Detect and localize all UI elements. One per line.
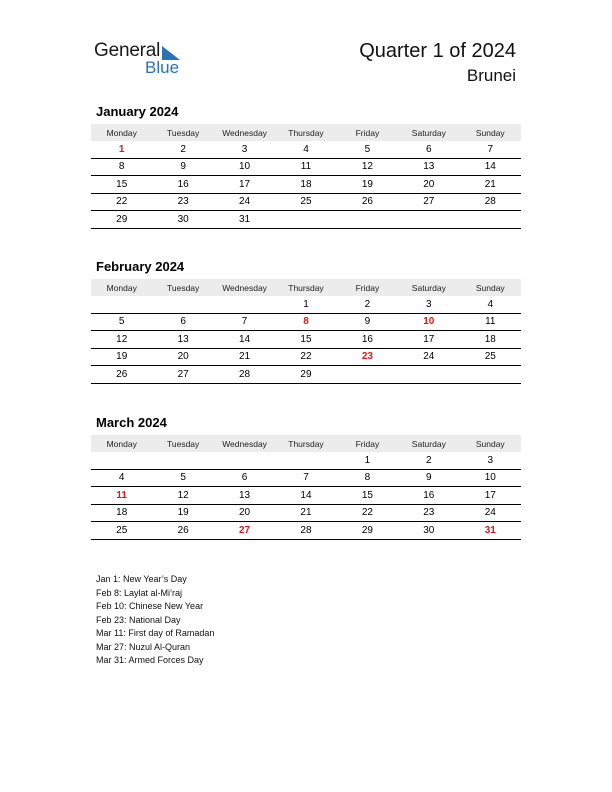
holiday-list-item: Feb 23: National Day: [96, 614, 181, 625]
day-cell: 31: [214, 211, 275, 229]
calendar-table: [91, 435, 521, 540]
empty-day-cell: [214, 296, 275, 313]
day-cell: 7: [214, 313, 275, 331]
empty-day-cell: [398, 211, 459, 229]
weekday-header: Monday: [91, 124, 152, 141]
empty-day-cell: [91, 452, 152, 469]
day-cell: 26: [91, 366, 152, 384]
weekday-header: Monday: [91, 435, 152, 452]
weekday-header: Thursday: [275, 124, 336, 141]
day-cell: 13: [214, 487, 275, 505]
day-cell: 18: [91, 504, 152, 522]
day-cell: 1: [275, 296, 336, 313]
day-cell: 9: [398, 469, 459, 487]
week-row: [91, 141, 521, 158]
holiday-day-cell: 8: [275, 313, 336, 331]
week-row: [91, 176, 521, 194]
holiday-day-cell: 1: [91, 141, 152, 158]
day-cell: 4: [91, 469, 152, 487]
weekday-header: Monday: [91, 279, 152, 296]
day-cell: 20: [214, 504, 275, 522]
day-cell: 16: [337, 331, 398, 349]
empty-day-cell: [214, 452, 275, 469]
day-cell: 21: [275, 504, 336, 522]
week-row: [91, 348, 521, 366]
day-cell: 15: [337, 487, 398, 505]
logo-text-blue: Blue: [145, 58, 180, 77]
weekday-header: Wednesday: [214, 435, 275, 452]
day-cell: 11: [275, 158, 336, 176]
day-cell: 5: [337, 141, 398, 158]
day-cell: 7: [460, 141, 521, 158]
day-cell: 9: [152, 158, 213, 176]
empty-day-cell: [152, 452, 213, 469]
day-cell: 4: [275, 141, 336, 158]
day-cell: 10: [460, 469, 521, 487]
day-cell: 25: [460, 348, 521, 366]
day-cell: 18: [460, 331, 521, 349]
day-cell: 11: [460, 313, 521, 331]
day-cell: 3: [460, 452, 521, 469]
day-cell: 27: [398, 193, 459, 211]
day-cell: 17: [214, 176, 275, 194]
day-cell: 23: [152, 193, 213, 211]
day-cell: 15: [275, 331, 336, 349]
day-cell: 8: [91, 158, 152, 176]
day-cell: 23: [398, 504, 459, 522]
day-cell: 14: [275, 487, 336, 505]
week-row: [91, 158, 521, 176]
day-cell: 29: [275, 366, 336, 384]
day-cell: 7: [275, 469, 336, 487]
empty-day-cell: [460, 366, 521, 384]
week-row: [91, 211, 521, 229]
day-cell: 1: [337, 452, 398, 469]
day-cell: 26: [152, 522, 213, 540]
week-row: [91, 296, 521, 313]
day-cell: 19: [152, 504, 213, 522]
holiday-list-item: Mar 11: First day of Ramadan: [96, 628, 215, 638]
empty-day-cell: [337, 211, 398, 229]
empty-day-cell: [152, 296, 213, 313]
empty-day-cell: [398, 366, 459, 384]
weekday-header: Saturday: [398, 124, 459, 141]
day-cell: 28: [460, 193, 521, 211]
day-cell: 20: [152, 348, 213, 366]
day-cell: 12: [152, 487, 213, 505]
day-cell: 19: [91, 348, 152, 366]
week-row: [91, 522, 521, 540]
day-cell: 25: [275, 193, 336, 211]
empty-day-cell: [275, 452, 336, 469]
day-cell: 2: [398, 452, 459, 469]
day-cell: 4: [460, 296, 521, 313]
day-cell: 5: [152, 469, 213, 487]
month-title: January 2024: [96, 104, 179, 119]
day-cell: 21: [460, 176, 521, 194]
day-cell: 21: [214, 348, 275, 366]
calendar-table: [91, 124, 521, 229]
day-cell: 16: [152, 176, 213, 194]
day-cell: 30: [398, 522, 459, 540]
day-cell: 6: [152, 313, 213, 331]
day-cell: 14: [214, 331, 275, 349]
weekday-header: Sunday: [460, 279, 521, 296]
weekday-header: Saturday: [398, 435, 459, 452]
weekday-header: Sunday: [460, 124, 521, 141]
day-cell: 29: [337, 522, 398, 540]
holiday-list-item: Mar 31: Armed Forces Day: [96, 655, 204, 665]
country-name: Brunei: [466, 66, 516, 85]
day-cell: 12: [91, 331, 152, 349]
weekday-header: Thursday: [275, 279, 336, 296]
holiday-list-item: Mar 27: Nuzul Al-Quran: [96, 641, 191, 652]
day-cell: 28: [275, 522, 336, 540]
week-row: [91, 366, 521, 384]
page-title: Quarter 1 of 2024: [359, 40, 516, 62]
week-row: [91, 193, 521, 211]
holiday-day-cell: 11: [91, 487, 152, 505]
day-cell: 17: [398, 331, 459, 349]
weekday-header: Tuesday: [152, 435, 213, 452]
weekday-header: Friday: [337, 435, 398, 452]
week-row: [91, 504, 521, 522]
month-calendar: [91, 103, 521, 229]
day-cell: 13: [152, 331, 213, 349]
day-cell: 12: [337, 158, 398, 176]
day-cell: 24: [214, 193, 275, 211]
weekday-header: Tuesday: [152, 124, 213, 141]
empty-day-cell: [91, 296, 152, 313]
week-row: [91, 487, 521, 505]
day-cell: 14: [460, 158, 521, 176]
day-cell: 26: [337, 193, 398, 211]
week-row: [91, 469, 521, 487]
month-calendar: [91, 258, 521, 384]
holiday-list-item: Feb 8: Laylat al-Mi’raj: [96, 587, 183, 598]
weekday-header: Thursday: [275, 435, 336, 452]
holiday-list-item: Jan 1: New Year’s Day: [96, 574, 187, 584]
week-row: [91, 452, 521, 469]
day-cell: 13: [398, 158, 459, 176]
day-cell: 15: [91, 176, 152, 194]
holiday-list: [96, 573, 214, 668]
weekday-header: Wednesday: [214, 124, 275, 141]
day-cell: 10: [214, 158, 275, 176]
day-cell: 27: [152, 366, 213, 384]
day-cell: 16: [398, 487, 459, 505]
day-cell: 2: [337, 296, 398, 313]
holiday-list-item: Feb 10: Chinese New Year: [96, 601, 204, 611]
empty-day-cell: [337, 366, 398, 384]
weekday-header: Wednesday: [214, 279, 275, 296]
day-cell: 3: [214, 141, 275, 158]
day-cell: 24: [460, 504, 521, 522]
month-calendar: [91, 414, 521, 540]
day-cell: 3: [398, 296, 459, 313]
day-cell: 9: [337, 313, 398, 331]
day-cell: 20: [398, 176, 459, 194]
day-cell: 22: [337, 504, 398, 522]
day-cell: 25: [91, 522, 152, 540]
weekday-header: Sunday: [460, 435, 521, 452]
day-cell: 24: [398, 348, 459, 366]
weekday-header: Saturday: [398, 279, 459, 296]
weekday-header: Friday: [337, 124, 398, 141]
day-cell: 2: [152, 141, 213, 158]
week-row: [91, 313, 521, 331]
holiday-day-cell: 27: [214, 522, 275, 540]
day-cell: 30: [152, 211, 213, 229]
calendar-table: [91, 279, 521, 384]
weekday-header: Friday: [337, 279, 398, 296]
day-cell: 28: [214, 366, 275, 384]
day-cell: 22: [91, 193, 152, 211]
month-title: February 2024: [96, 259, 185, 274]
day-cell: 6: [214, 469, 275, 487]
day-cell: 6: [398, 141, 459, 158]
day-cell: 19: [337, 176, 398, 194]
day-cell: 5: [91, 313, 152, 331]
day-cell: 17: [460, 487, 521, 505]
day-cell: 29: [91, 211, 152, 229]
empty-day-cell: [275, 211, 336, 229]
day-cell: 8: [337, 469, 398, 487]
day-cell: 22: [275, 348, 336, 366]
weekday-header: Tuesday: [152, 279, 213, 296]
holiday-day-cell: 10: [398, 313, 459, 331]
week-row: [91, 331, 521, 349]
holiday-day-cell: 23: [337, 348, 398, 366]
empty-day-cell: [460, 211, 521, 229]
day-cell: 18: [275, 176, 336, 194]
holiday-day-cell: 31: [460, 522, 521, 540]
logo-text-general: General: [94, 40, 161, 61]
generalblue-logo: [94, 40, 194, 80]
month-title: March 2024: [96, 415, 167, 430]
